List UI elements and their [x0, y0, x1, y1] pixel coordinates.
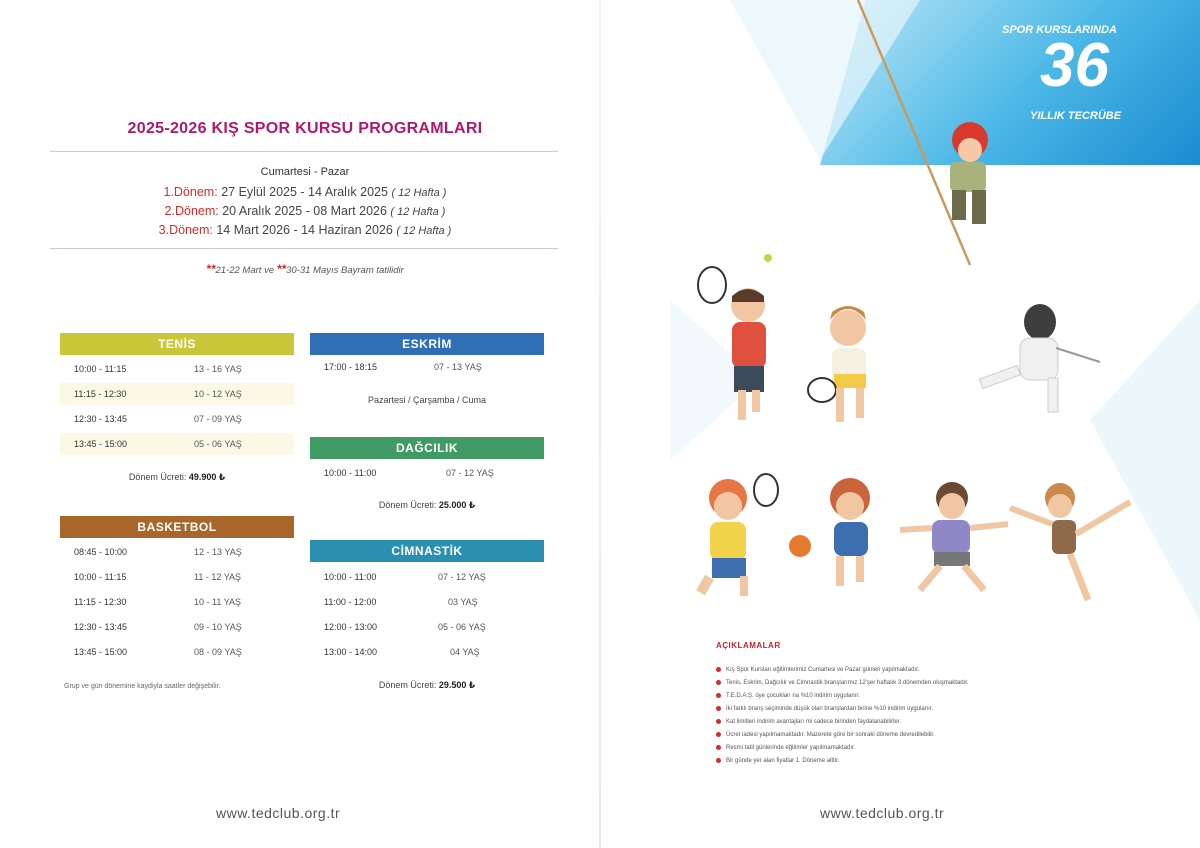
gymnast-girl-icon	[1010, 483, 1130, 600]
bullet-icon	[716, 667, 721, 672]
rope-icon	[858, 0, 970, 265]
fee-value: 25.000 ₺	[438, 500, 476, 510]
term-weeks: ( 12 Hafta )	[396, 225, 452, 237]
list-item	[716, 758, 839, 764]
fee-label: Dönem Ücreti:	[378, 680, 437, 690]
table-row	[310, 356, 544, 378]
list-item-text: Resmi tatil günlerinde eğitimler yapılmamaktadır.	[726, 745, 856, 752]
row-age: 08 - 09 YAŞ	[194, 647, 242, 657]
list-item	[716, 680, 969, 686]
climber-kid-icon	[950, 122, 988, 224]
row-time: 13:45 - 15:00	[74, 647, 128, 657]
bullet-icon	[716, 680, 721, 685]
basketball-kid-icon	[789, 478, 870, 586]
holiday-text-a: 21-22 Mart ve	[215, 265, 277, 276]
tennis-boy-2-icon	[696, 474, 778, 596]
row-time: 10:00 - 11:00	[324, 572, 377, 582]
gymnast-boy-icon	[900, 482, 1008, 590]
footer-url-left[interactable]: www.tedclub.org.tr	[216, 805, 341, 821]
fee-label: Dönem Ücreti:	[378, 500, 437, 510]
list-item-text: Bir günde yer alan fiyatlar 1. Döneme aittir.	[726, 758, 840, 765]
row-age: 05 - 06 YAŞ	[194, 439, 242, 449]
term-1	[50, 185, 560, 199]
table-row	[310, 641, 544, 663]
bullet-icon	[716, 719, 721, 724]
row-age: 07 - 12 YAŞ	[446, 468, 494, 478]
holiday-text-b: 30-31 Mayıs Bayram tatilidir	[286, 265, 404, 276]
bullet-icon	[716, 745, 721, 750]
row-age: 07 - 12 YAŞ	[438, 572, 486, 582]
list-item	[716, 693, 860, 699]
list-item-text: Kış Spor Kursları eğitimlerimiz Cumartesi ve Pazar günleri yapılmaktadır.	[726, 667, 920, 674]
table-row	[310, 462, 544, 484]
row-time: 08:45 - 10:00	[74, 547, 128, 557]
page-title: 2025-2026 KIŞ SPOR KURSU PROGRAMLARI	[127, 120, 483, 137]
footer-url-right[interactable]: www.tedclub.org.tr	[820, 805, 945, 821]
bullet-icon	[716, 758, 721, 763]
row-time: 13:45 - 15:00	[74, 439, 128, 449]
list-item	[716, 706, 933, 712]
list-item	[716, 732, 935, 738]
row-time: 10:00 - 11:15	[74, 364, 127, 374]
bullet-icon	[716, 693, 721, 698]
row-age: 03 YAŞ	[448, 597, 478, 607]
row-time: 17:00 - 18:15	[324, 362, 378, 372]
bullet-icon	[716, 706, 721, 711]
list-item-text: Tenis, Eskrim, Dağcılık ve Cimnastik branşlarımız 12'şer haftalık 3 dönemden oluşmaktadır.	[726, 680, 969, 687]
banner-number: 36	[1040, 31, 1109, 100]
term-label: 1.Dönem:	[163, 185, 218, 199]
row-time: 10:00 - 11:15	[74, 572, 127, 582]
table-row	[310, 616, 544, 638]
table-row	[60, 566, 294, 588]
row-time: 12:30 - 13:45	[74, 622, 128, 632]
banner-line1: SPOR KURSLARINDA	[1002, 24, 1117, 36]
term-weeks: ( 12 Hafta )	[391, 187, 447, 199]
row-age: 10 - 11 YAŞ	[194, 597, 242, 607]
cimnastik-header: CİMNASTİK	[310, 540, 544, 562]
row-age: 11 - 12 YAŞ	[194, 572, 242, 582]
term-dates: 20 Aralık 2025 - 08 Mart 2026	[222, 204, 387, 218]
row-age: 09 - 10 YAŞ	[194, 622, 242, 632]
table-row	[60, 433, 294, 455]
fee-label: Dönem Ücreti:	[128, 472, 187, 482]
row-time: 10:00 - 11:00	[324, 468, 377, 478]
banner-line3: YILLIK TECRÜBE	[1030, 110, 1122, 122]
star-icon: **	[206, 262, 216, 276]
kids-illustration	[600, 0, 1200, 640]
list-item	[716, 719, 901, 725]
table-row	[60, 641, 294, 663]
list-item-text: Kat limitleri indirim avantajları mi sadece birinden faydalanabilirler.	[726, 719, 902, 726]
term-dates: 14 Mart 2026 - 14 Haziran 2026	[216, 223, 393, 237]
row-age: 05 - 06 YAŞ	[438, 622, 486, 632]
tenis-fee	[60, 472, 294, 483]
basketbol-note: Grup ve gün dönemine kaydiyla saatler değişebilir.	[64, 683, 221, 690]
term-3	[50, 223, 560, 237]
dagcilik-fee	[310, 500, 544, 511]
row-time: 12:00 - 13:00	[324, 622, 378, 632]
term-label: 2.Dönem:	[164, 204, 219, 218]
tennis-girl-icon	[808, 306, 866, 422]
row-time: 11:15 - 12:30	[74, 597, 127, 607]
row-age: 07 - 13 YAŞ	[434, 362, 482, 372]
list-item	[716, 745, 855, 751]
term-weeks: ( 12 Hafta )	[390, 206, 446, 218]
course-days: Cumartesi - Pazar	[260, 166, 350, 178]
divider-bottom	[50, 248, 558, 249]
table-row	[60, 541, 294, 563]
table-row	[60, 358, 294, 380]
term-label: 3.Dönem:	[158, 223, 213, 237]
list-item-text: T.E.D.A.Ş. üye çocukları na %10 indirim uygulanır.	[726, 693, 860, 700]
table-row	[310, 566, 544, 588]
term-dates: 27 Eylül 2025 - 14 Aralık 2025	[221, 185, 388, 199]
row-time: 13:00 - 14:00	[324, 647, 378, 657]
row-age: 07 - 09 YAŞ	[194, 414, 242, 424]
row-age: 13 - 16 YAŞ	[194, 364, 242, 374]
row-age: 04 YAŞ	[450, 647, 480, 657]
cimnastik-fee	[310, 680, 544, 691]
tenis-header: TENİS	[60, 333, 294, 355]
table-row	[60, 591, 294, 613]
divider-top	[50, 151, 558, 152]
aciklamalar-title: AÇIKLAMALAR	[716, 641, 781, 650]
term-2	[50, 204, 560, 218]
fee-value: 49.900 ₺	[188, 472, 226, 482]
table-row	[60, 383, 294, 405]
row-age: 10 - 12 YAŞ	[194, 389, 242, 399]
fencer-icon	[979, 304, 1100, 412]
star-icon: **	[276, 262, 287, 276]
list-item-text: Ücret iadesi yapılmamaktadır. Mazerete göre bir sonraki döneme devredilebilir.	[726, 732, 935, 739]
basketbol-header: BASKETBOL	[60, 516, 294, 538]
holiday-note	[50, 262, 560, 276]
row-age: 12 - 13 YAŞ	[194, 547, 242, 557]
tennis-kid-icon	[698, 254, 772, 420]
list-item	[716, 667, 919, 673]
row-time: 11:15 - 12:30	[74, 389, 127, 399]
table-row	[60, 616, 294, 638]
table-row	[60, 408, 294, 430]
eskrim-header: ESKRİM	[310, 333, 544, 355]
bullet-icon	[716, 732, 721, 737]
fee-value: 29.500 ₺	[438, 680, 476, 690]
table-row	[310, 591, 544, 613]
dagcilik-header: DAĞCILIK	[310, 437, 544, 459]
row-time: 11:00 - 12:00	[324, 597, 377, 607]
right-page	[600, 0, 1200, 848]
row-time: 12:30 - 13:45	[74, 414, 128, 424]
list-item-text: İki farklı branş seçiminde düşük olan branşlardan birine %10 indirim uygulanır.	[726, 706, 934, 713]
eskrim-days: Pazartesi / Çarşamba / Cuma	[367, 395, 487, 405]
